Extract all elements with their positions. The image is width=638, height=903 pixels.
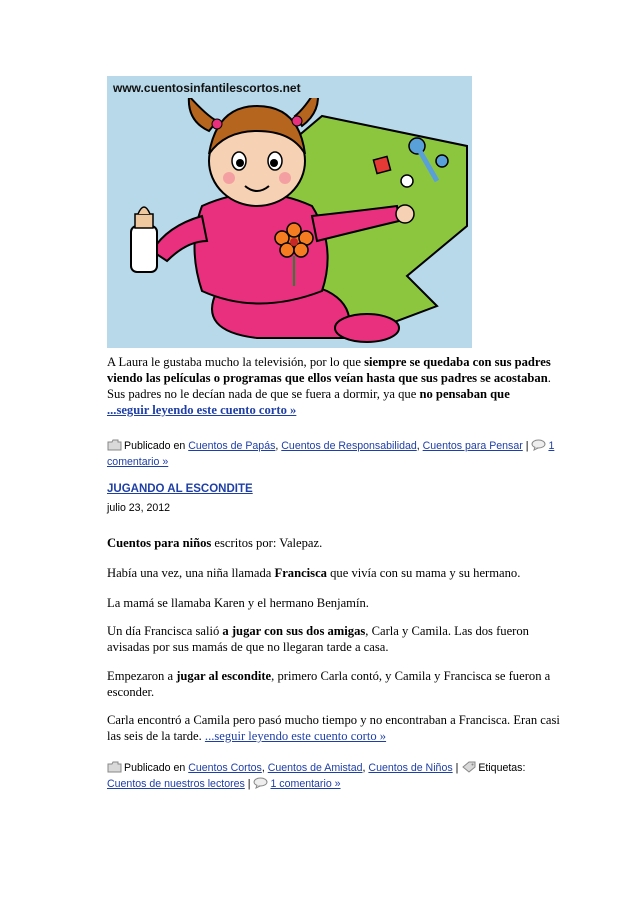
post1-bold-b: no pensaban que xyxy=(419,387,510,401)
comment-bubble-icon xyxy=(253,777,268,789)
post1-read-more-link[interactable]: ...seguir leyendo este cuento corto » xyxy=(107,403,297,417)
post2-separator-1: | xyxy=(455,762,459,774)
comment-bubble-icon xyxy=(531,439,546,451)
post2-published-in: Publicado en xyxy=(124,762,186,774)
baby-illustration xyxy=(107,76,472,348)
story-illustration xyxy=(107,76,472,348)
post1-category-pensar[interactable]: Cuentos para Pensar xyxy=(422,440,523,452)
post2-title-link[interactable]: JUGANDO AL ESCONDITE xyxy=(107,483,253,495)
post1-published-in: Publicado en xyxy=(124,440,186,452)
post1-separator: | xyxy=(525,440,529,452)
tag-icon xyxy=(461,761,476,773)
post2-paragraph-6 xyxy=(107,712,567,744)
post2-p1-bold: Cuentos para niños xyxy=(107,536,212,550)
post2-p2-b: que vivía con su mama y su hermano. xyxy=(326,566,521,580)
folder-icon xyxy=(107,439,122,451)
post2-comments-link[interactable]: 1 comentario » xyxy=(270,778,341,790)
post2-p4-bold: a jugar con sus dos amigas xyxy=(222,624,366,638)
post2-paragraph-2 xyxy=(107,565,567,581)
post2-separator-2: | xyxy=(247,778,251,790)
post1-meta: Publicado en Cuentos de Papás, Cuentos de Responsabilidad, Cuentos para Pensar | 1 comentario » xyxy=(107,440,555,468)
post2-p2-bold: Francisca xyxy=(274,566,327,580)
post2-category-ninos[interactable]: Cuentos de Niños xyxy=(368,762,453,774)
post2-p2-a: Había una vez, una niña llamada xyxy=(107,566,275,580)
post2-paragraph-5 xyxy=(107,668,567,700)
post2-category-cortos[interactable]: Cuentos Cortos xyxy=(188,762,262,774)
post2-paragraph-3: La mamá se llamaba Karen y el hermano Benjamín. xyxy=(107,596,369,610)
post2-p5-bold: jugar al escondite xyxy=(176,669,272,683)
post2-paragraph-4 xyxy=(107,623,567,655)
post2-p5-b: , primero Carla contó, y Camila y Francisca se fueron a esconder. xyxy=(107,669,551,699)
post2-tag-lectores[interactable]: Cuentos de nuestros lectores xyxy=(107,778,245,790)
post1-category-papas[interactable]: Cuentos de Papás xyxy=(188,440,276,452)
post2-read-more-link[interactable]: ...seguir leyendo este cuento corto » xyxy=(204,729,387,743)
post2-p5-a: Empezaron a xyxy=(107,669,177,683)
post1-text-b: . Sus padres no le decían nada de que se fuera a dormir, ya que xyxy=(107,371,551,401)
post1-text-a: A Laura le gustaba mucho la televisión, por lo que xyxy=(107,355,365,369)
post2-p6-text: Carla encontró a Camila pero pasó mucho tiempo y no encontraban a Francisca. Eran casi las seis de la tarde. xyxy=(107,713,560,743)
post1-comments-link[interactable]: 1 comentario » xyxy=(107,440,555,468)
post1-excerpt xyxy=(107,354,567,418)
folder-icon xyxy=(107,761,122,773)
post2-p1-text: escritos por: Valepaz. xyxy=(211,536,323,550)
post2-p4-b: , Carla y Camila. Las dos fueron avisadas por sus mamás de que no llegaran tarde a casa. xyxy=(107,624,529,654)
post2-paragraph-1 xyxy=(107,535,567,551)
post2-category-amistad[interactable]: Cuentos de Amistad xyxy=(267,762,363,774)
post1-category-responsabilidad[interactable]: Cuentos de Responsabilidad xyxy=(281,440,417,452)
watermark-text: www.cuentosinfantilescortos.net xyxy=(113,81,301,95)
post1-bold-a: siempre se quedaba con sus padres viendo las películas o programas que ellos veían hasta que sus padres se acostaban xyxy=(107,355,551,385)
post2-meta: Publicado en Cuentos Cortos, Cuentos de Amistad, Cuentos de Niños | Etiquetas: Cuentos de nuestros lectores | 1 comentario » xyxy=(107,762,526,790)
post2-p4-a: Un día Francisca salió xyxy=(107,624,223,638)
post2-date: julio 23, 2012 xyxy=(107,502,171,514)
post2-tags-label: Etiquetas: xyxy=(478,762,526,774)
